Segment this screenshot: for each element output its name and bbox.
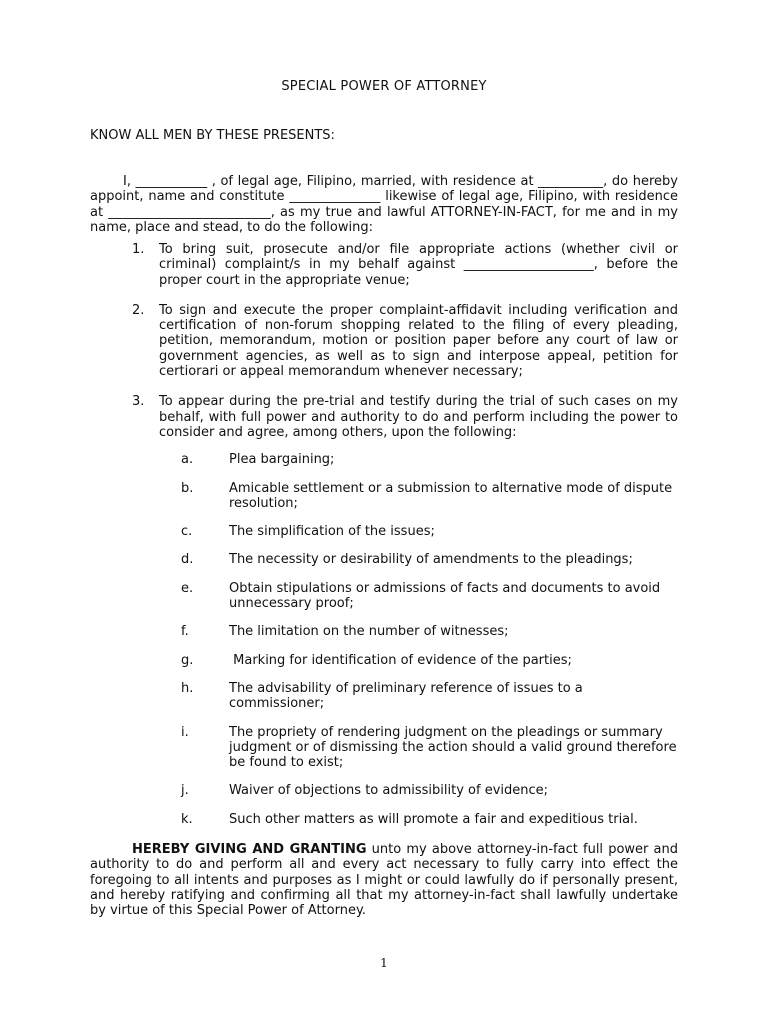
intro-paragraph: I, ___________ , of legal age, Filipino, married, with residence at __________, do hereby appoint, name and constitute ______________ likewise of legal age, Filipino, with residence at _________________________, as my true and lawful ATTORNEY-IN-FACT, for me and in my name, place and stead, to do the following:	[90, 174, 678, 235]
item-number: 3.	[132, 394, 145, 410]
power-item-3	[132, 394, 678, 827]
sub-item-letter: b.	[181, 480, 194, 496]
sub-item-text: The limitation on the number of witnesses;	[229, 624, 509, 640]
item-number: 2.	[132, 302, 145, 318]
sub-item-i	[159, 725, 678, 771]
item-number: 1.	[132, 242, 145, 257]
sub-item-letter: i.	[181, 724, 189, 740]
sub-item-text: The advisability of preliminary reference of issues to a commissioner;	[229, 680, 583, 712]
pretrial-matters-list	[159, 452, 678, 827]
sub-item-letter: f.	[181, 624, 189, 640]
sub-item-letter: a.	[181, 452, 194, 468]
sub-item-text: Amicable settlement or a submission to alternative mode of dispute resolution;	[229, 480, 673, 511]
sub-item-text: The simplification of the issues;	[229, 524, 435, 540]
sub-item-letter: c.	[181, 524, 193, 540]
item-text: To bring suit, prosecute and/or file appropriate actions (whether civil or criminal) complaint/s in my behalf against ____________________, before the proper court in the appropriate venue;	[159, 242, 678, 288]
power-item-1	[132, 242, 678, 288]
closing-paragraph	[90, 842, 678, 918]
sub-item-text: Obtain stipulations or admissions of facts and documents to avoid unnecessary proof;	[229, 580, 661, 612]
sub-item-h	[159, 681, 678, 712]
sub-item-k	[159, 812, 678, 827]
sub-item-text: The propriety of rendering judgment on the pleadings or summary judgment or of dismissing the action should a valid ground therefore be found to exist;	[229, 724, 677, 771]
powers-list	[132, 242, 678, 842]
sub-item-g	[159, 653, 678, 668]
closing-bold-phrase: HEREBY GIVING AND GRANTING	[132, 842, 367, 857]
sub-item-text: Such other matters as will promote a fair and expeditious trial.	[229, 811, 638, 827]
sub-item-letter: g.	[181, 652, 194, 668]
power-item-2	[132, 303, 678, 379]
sub-item-c	[159, 524, 678, 539]
sub-item-f	[159, 624, 678, 639]
sub-item-a	[159, 452, 678, 467]
sub-item-text: Waiver of objections to admissibility of evidence;	[229, 783, 549, 799]
document-title: SPECIAL POWER OF ATTORNEY	[281, 79, 487, 94]
item-text: To appear during the pre-trial and testify during the trial of such cases on my behalf, with full power and authority to do and perform including the power to consider and agree, among others, upon the following:	[159, 394, 678, 440]
sub-item-d	[159, 552, 678, 567]
sub-item-letter: d.	[181, 552, 194, 568]
sub-item-j	[159, 783, 678, 798]
sub-item-letter: h.	[181, 680, 194, 696]
sub-item-text: Marking for identification of evidence of the parties;	[229, 652, 572, 668]
page-number: 1	[380, 956, 388, 970]
sub-item-text: Plea bargaining;	[229, 452, 335, 468]
sub-item-e	[159, 581, 678, 612]
sub-item-text: The necessity or desirability of amendments to the pleadings;	[229, 552, 633, 568]
item-text: To sign and execute the proper complaint-affidavit including verification and certification of non-forum shopping related to the filing of every pleading, petition, memorandum, motion or position paper before any court of law or government agencies, as well as to sign and interpose appeal, petition for certiorari or appeal memorandum whenever necessary;	[159, 302, 678, 380]
sub-item-letter: j.	[181, 783, 189, 799]
sub-item-b	[159, 481, 678, 512]
know-all-men-heading: KNOW ALL MEN BY THESE PRESENTS:	[90, 128, 335, 143]
sub-item-letter: k.	[181, 811, 193, 827]
sub-item-letter: e.	[181, 580, 194, 596]
closing-text: unto my above attorney-in-fact full power and authority to do and perform all and every act necessary to fully carry into effect the foregoing to all intents and purposes as I might or could lawfully do if personally present, and hereby ratifying and confirming all that my attorney-in-fact shall lawfully undertake by virtue of this Special Power of Attorney.	[90, 842, 679, 919]
